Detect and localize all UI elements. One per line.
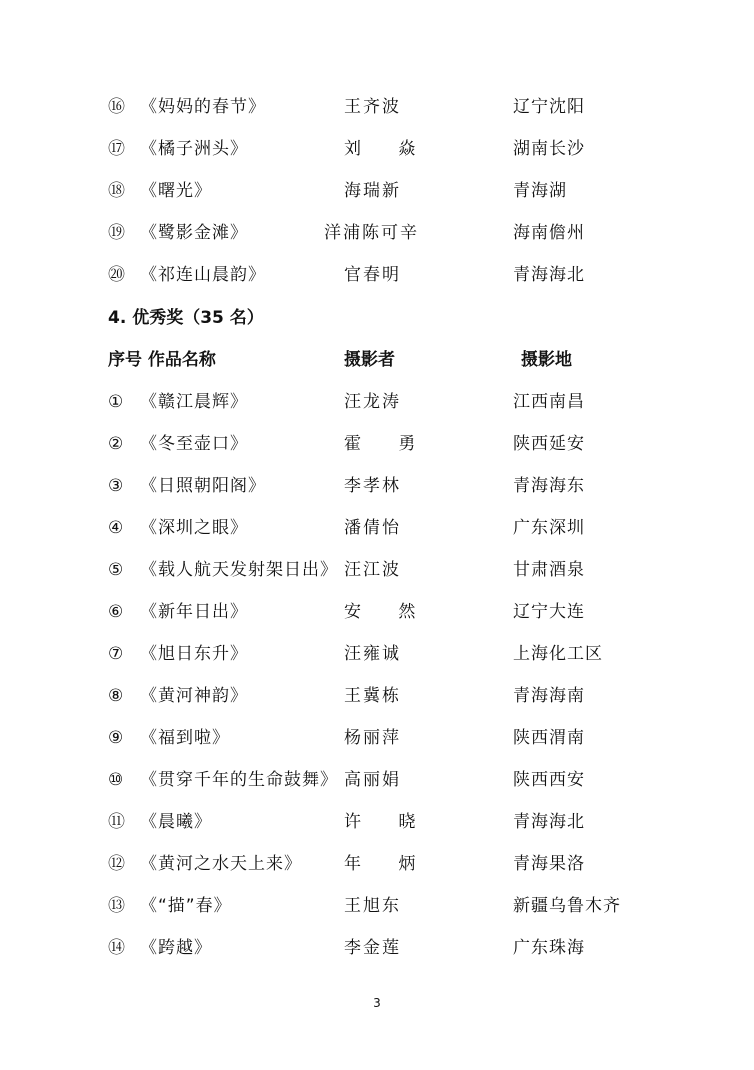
header-photographer: 摄影者 [344, 350, 395, 370]
location: 陕西渭南 [513, 728, 585, 748]
photographer: 王旭东 [344, 896, 401, 916]
award-row [0, 471, 754, 501]
work-title: 《新年日出》 [140, 602, 248, 622]
work-title: 《妈妈的春节》 [140, 97, 266, 117]
photographer: 汪龙涛 [344, 392, 401, 412]
location: 新疆乌鲁木齐 [513, 896, 621, 916]
work-title: 《跨越》 [140, 938, 212, 958]
location: 青海海北 [513, 265, 585, 285]
work-title: 《晨曦》 [140, 812, 212, 832]
location: 青海湖 [513, 181, 567, 201]
award-row [0, 555, 754, 585]
row-number: ⑩ [108, 770, 124, 790]
award-row [0, 807, 754, 837]
work-title: 《赣江晨辉》 [140, 392, 248, 412]
header-location: 摄影地 [521, 350, 572, 370]
photographer: 洋浦陈可辛 [324, 223, 419, 243]
row-number: ⑳ [108, 265, 125, 285]
row-number: ⑯ [108, 97, 125, 117]
photographer: 刘 焱 [344, 139, 432, 159]
award-row [0, 681, 754, 711]
work-title: 《祁连山晨韵》 [140, 265, 266, 285]
page-number: 3 [373, 996, 381, 1010]
row-number: ② [108, 434, 124, 454]
work-title: 《曙光》 [140, 181, 212, 201]
photographer: 年 炳 [344, 854, 432, 874]
work-title: 《载人航天发射架日出》 [140, 560, 338, 580]
table-header [0, 345, 754, 375]
photographer: 许 晓 [344, 812, 432, 832]
award-row [0, 891, 754, 921]
award-row [0, 723, 754, 753]
location: 陕西延安 [513, 434, 585, 454]
award-row [0, 597, 754, 627]
award-row [0, 134, 754, 164]
award-row [0, 92, 754, 122]
row-number: ⑧ [108, 686, 124, 706]
location: 辽宁沈阳 [513, 97, 585, 117]
row-number: ③ [108, 476, 124, 496]
location: 陕西西安 [513, 770, 585, 790]
award-row [0, 176, 754, 206]
location: 江西南昌 [513, 392, 585, 412]
photographer: 王齐波 [344, 97, 401, 117]
photographer: 汪江波 [344, 560, 401, 580]
award-row [0, 429, 754, 459]
photographer: 潘倩怡 [344, 518, 401, 538]
row-number: ⑬ [108, 896, 125, 916]
work-title: 《贯穿千年的生命鼓舞》 [140, 770, 338, 790]
location: 青海果洛 [513, 854, 585, 874]
row-number: ① [108, 392, 124, 412]
award-row [0, 387, 754, 417]
row-number: ⑪ [108, 812, 125, 832]
location: 青海海北 [513, 812, 585, 832]
photographer: 海瑞新 [344, 181, 401, 201]
work-title: 《冬至壶口》 [140, 434, 248, 454]
section-heading: 4. 优秀奖（35 名） [108, 308, 264, 328]
location: 上海化工区 [513, 644, 603, 664]
work-title: 《鹭影金滩》 [140, 223, 248, 243]
header-seq-title: 序号 作品名称 [108, 350, 216, 370]
award-row [0, 218, 754, 248]
award-row [0, 513, 754, 543]
location: 广东珠海 [513, 938, 585, 958]
row-number: ⑭ [108, 938, 125, 958]
award-row [0, 639, 754, 669]
location: 海南儋州 [513, 223, 585, 243]
award-row [0, 260, 754, 290]
location: 广东深圳 [513, 518, 585, 538]
work-title: 《旭日东升》 [140, 644, 248, 664]
row-number: ⑫ [108, 854, 125, 874]
row-number: ⑨ [108, 728, 124, 748]
work-title: 《黄河神韵》 [140, 686, 248, 706]
photographer: 官春明 [344, 265, 401, 285]
row-number: ⑦ [108, 644, 124, 664]
row-number: ⑤ [108, 560, 124, 580]
photographer: 李金莲 [344, 938, 401, 958]
work-title: 《福到啦》 [140, 728, 230, 748]
work-title: 《深圳之眼》 [140, 518, 248, 538]
row-number: ⑰ [108, 139, 125, 159]
location: 青海海南 [513, 686, 585, 706]
photographer: 霍 勇 [344, 434, 432, 454]
work-title: 《日照朝阳阁》 [140, 476, 266, 496]
photographer: 高丽娟 [344, 770, 401, 790]
location: 辽宁大连 [513, 602, 585, 622]
photographer: 王冀栋 [344, 686, 401, 706]
location: 湖南长沙 [513, 139, 585, 159]
photographer: 汪雍诚 [344, 644, 401, 664]
award-row [0, 765, 754, 795]
location: 青海海东 [513, 476, 585, 496]
row-number: ⑱ [108, 181, 125, 201]
photographer: 杨丽萍 [344, 728, 401, 748]
row-number: ⑲ [108, 223, 125, 243]
award-row [0, 849, 754, 879]
row-number: ④ [108, 518, 124, 538]
location: 甘肃酒泉 [513, 560, 585, 580]
work-title: 《“描”春》 [140, 896, 232, 916]
award-row [0, 933, 754, 963]
work-title: 《橘子洲头》 [140, 139, 248, 159]
photographer: 安 然 [344, 602, 432, 622]
photographer: 李孝林 [344, 476, 401, 496]
work-title: 《黄河之水天上来》 [140, 854, 302, 874]
row-number: ⑥ [108, 602, 124, 622]
